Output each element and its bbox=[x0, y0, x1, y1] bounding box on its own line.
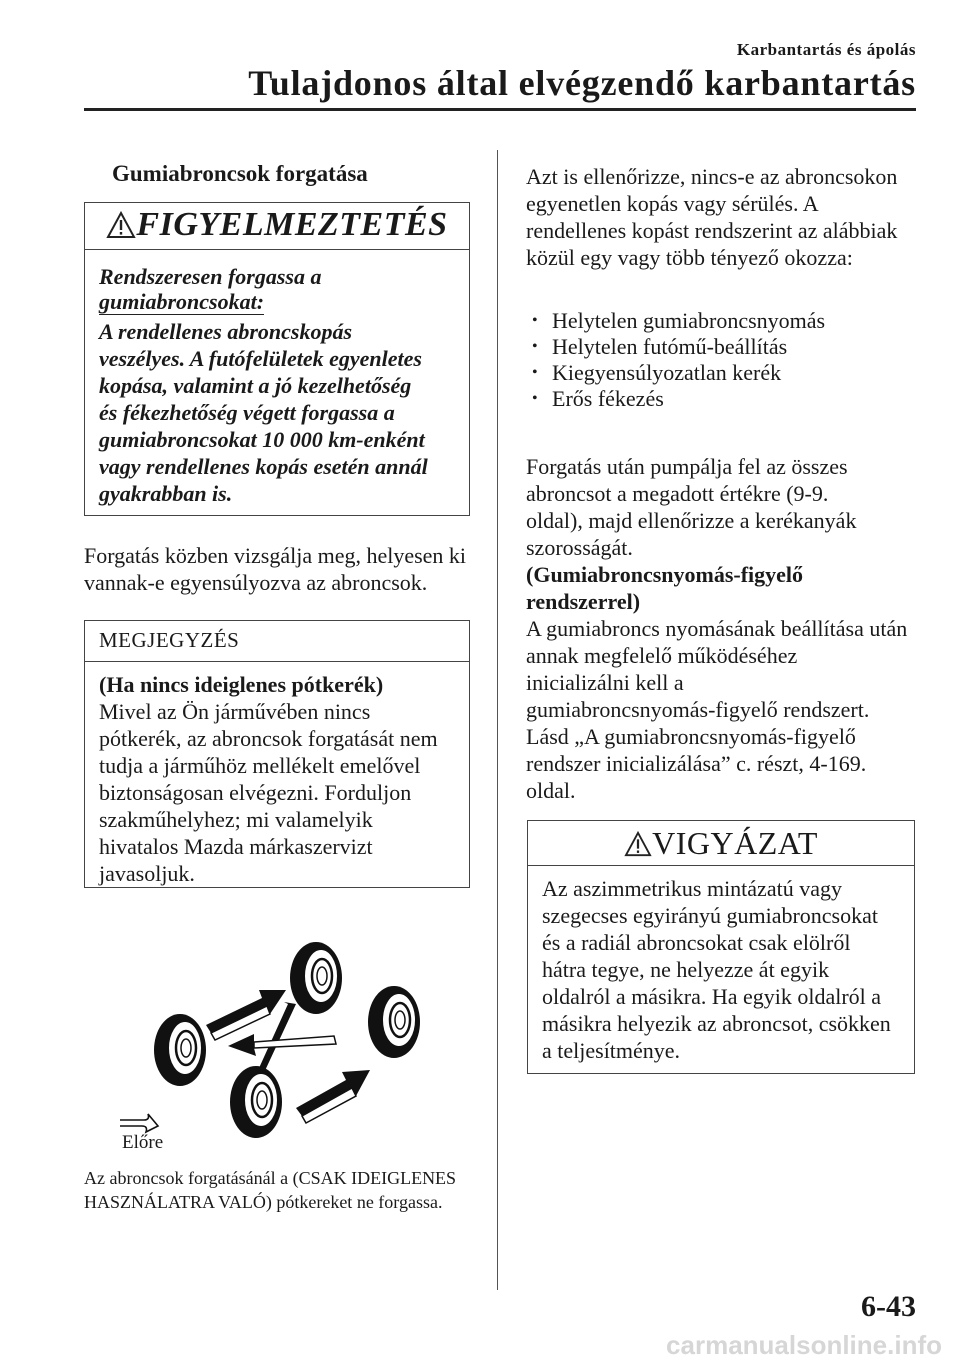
text-line: Forgatás után pumpálja fel az összes bbox=[526, 454, 848, 479]
page-number: 6-43 bbox=[861, 1290, 916, 1323]
warning-lead-1: Rendszeresen forgassa a bbox=[99, 264, 322, 289]
causes-list bbox=[530, 308, 825, 412]
note-line: biztonságosan elvégezni. Forduljon bbox=[99, 780, 412, 805]
warning-lead-2: gumiabroncsokat: bbox=[99, 289, 265, 314]
warning-line: vagy rendellenes kopás esetén annál bbox=[99, 454, 428, 479]
list-item: • Helytelen gumiabroncsnyomás bbox=[530, 308, 825, 334]
text-line: közül egy vagy több tényező okozza: bbox=[526, 245, 853, 270]
column-divider bbox=[497, 150, 498, 1290]
figure-caption bbox=[84, 1166, 456, 1214]
text-line: rendszer inicializálása” c. részt, 4-169. bbox=[526, 751, 867, 776]
tire-front-left-icon bbox=[290, 942, 342, 1014]
list-item: • Helytelen futómű-beállítás bbox=[530, 334, 825, 360]
tire-front-right-icon bbox=[368, 986, 420, 1058]
caution-header bbox=[528, 821, 914, 866]
tire-rear-right-icon bbox=[230, 1066, 282, 1138]
caption-line: Az abroncsok forgatásánál a (CSAK IDEIGLENES bbox=[84, 1168, 457, 1188]
header-rule bbox=[84, 108, 916, 111]
note-line: szakműhelyhez; mi valamelyik bbox=[99, 807, 373, 832]
warning-box bbox=[84, 202, 470, 516]
text-line: inicializálni kell a bbox=[526, 670, 684, 695]
warning-title: FIGYELMEZTETÉS bbox=[136, 206, 448, 243]
warning-body bbox=[99, 263, 461, 507]
arrow-rear-left-to-front-left bbox=[206, 990, 286, 1040]
caution-line: másikra helyezik az abroncsot, csökken bbox=[542, 1011, 891, 1036]
warning-triangle-icon bbox=[106, 211, 136, 239]
tire-rear-left-icon bbox=[154, 1014, 206, 1086]
caution-triangle-icon bbox=[624, 831, 652, 857]
text-line: oldal), majd ellenőrizze a kerékanyák bbox=[526, 508, 857, 533]
note-line: javasoljuk. bbox=[99, 861, 195, 886]
note-title: MEGJEGYZÉS bbox=[99, 628, 240, 652]
chapter-title: Karbantartás és ápolás bbox=[736, 40, 916, 59]
list-item: • Kiegyensúlyozatlan kerék bbox=[530, 360, 825, 386]
caution-line: hátra tegye, ne helyezze át egyik bbox=[542, 957, 830, 982]
figure-label-forward: Előre bbox=[122, 1132, 164, 1153]
watermark: carmanualsonline.info bbox=[666, 1330, 942, 1360]
warning-line: kopása, valamint a jó kezelhetőség bbox=[99, 373, 412, 398]
text-line: Azt is ellenőrizze, nincs-e az abroncsokon bbox=[526, 164, 898, 189]
text-line: annak megfelelő működéséhez bbox=[526, 643, 798, 668]
wear-paragraph bbox=[526, 163, 897, 271]
note-header bbox=[85, 621, 469, 662]
note-line: hivatalos Mazda márkaszervizt bbox=[99, 834, 373, 859]
warning-line: A rendellenes abroncskopás bbox=[99, 319, 353, 344]
note-line: Mivel az Ön járművében nincs bbox=[99, 699, 371, 724]
section-title: Tulajdonos által elvégzendő karbantartás bbox=[248, 63, 916, 103]
warning-line: veszélyes. A futófelületek egyenletes bbox=[99, 346, 422, 371]
note-box bbox=[84, 620, 470, 888]
text-line: abroncsot a megadott értékre (9-9. bbox=[526, 481, 829, 506]
note-line: pótkerék, az abroncsok forgatását nem bbox=[99, 726, 438, 751]
subheading: Gumiabroncsok forgatása bbox=[112, 161, 368, 186]
caution-line: a teljesítménye. bbox=[542, 1038, 681, 1063]
caution-line: oldalról a másikra. Ha egyik oldalról a bbox=[542, 984, 882, 1009]
text-line: egyenetlen kopás vagy sérülés. A bbox=[526, 191, 819, 216]
balance-paragraph bbox=[84, 542, 466, 596]
caution-line: és a radiál abroncsokat csak elölről bbox=[542, 930, 851, 955]
note-line: tudja a járműhöz mellékelt emelővel bbox=[99, 753, 421, 778]
text-line: Forgatás közben vizsgálja meg, helyesen ki bbox=[84, 543, 467, 568]
text-line: szorosságát. bbox=[526, 535, 633, 560]
inflate-paragraph bbox=[526, 453, 907, 804]
list-item: • Erős fékezés bbox=[530, 386, 825, 412]
bold-line: rendszerrel) bbox=[526, 589, 641, 614]
warning-line: és fékezhetőség végett forgassa a bbox=[99, 400, 395, 425]
text-line: oldal. bbox=[526, 778, 576, 803]
caption-line: HASZNÁLATRA VALÓ) pótkereket ne forgassa. bbox=[84, 1192, 443, 1212]
caution-line: szegecses egyirányú gumiabroncsokat bbox=[542, 903, 878, 928]
text-line: gumiabroncsnyomás-figyelő rendszert. bbox=[526, 697, 870, 722]
text-line: rendellenes kopást rendszerint az alábbiak bbox=[526, 218, 898, 243]
note-subtitle: (Ha nincs ideiglenes pótkerék) bbox=[99, 672, 384, 697]
warning-line: gumiabroncsokat 10 000 km-enként bbox=[99, 427, 425, 452]
caution-body bbox=[542, 875, 906, 1064]
arrow-rear-right-to-front-right bbox=[296, 1070, 370, 1123]
warning-header bbox=[85, 203, 469, 250]
forward-pointer-icon bbox=[120, 1114, 158, 1132]
note-body bbox=[99, 671, 461, 887]
bold-line: (Gumiabroncsnyomás-figyelő bbox=[526, 562, 804, 587]
text-line: Lásd „A gumiabroncsnyomás-figyelő bbox=[526, 724, 856, 749]
warning-line: gyakrabban is. bbox=[99, 481, 233, 506]
caution-title: VIGYÁZAT bbox=[652, 825, 818, 861]
arrow-front-right-to-rear-left bbox=[228, 1034, 336, 1056]
caution-line: Az aszimmetrikus mintázatú vagy bbox=[542, 876, 842, 901]
text-line: A gumiabroncs nyomásának beállítása után bbox=[526, 616, 908, 641]
caution-box bbox=[527, 820, 915, 1074]
text-line: vannak-e egyensúlyozva az abroncsok. bbox=[84, 570, 428, 595]
tire-rotation-diagram bbox=[84, 930, 474, 1160]
